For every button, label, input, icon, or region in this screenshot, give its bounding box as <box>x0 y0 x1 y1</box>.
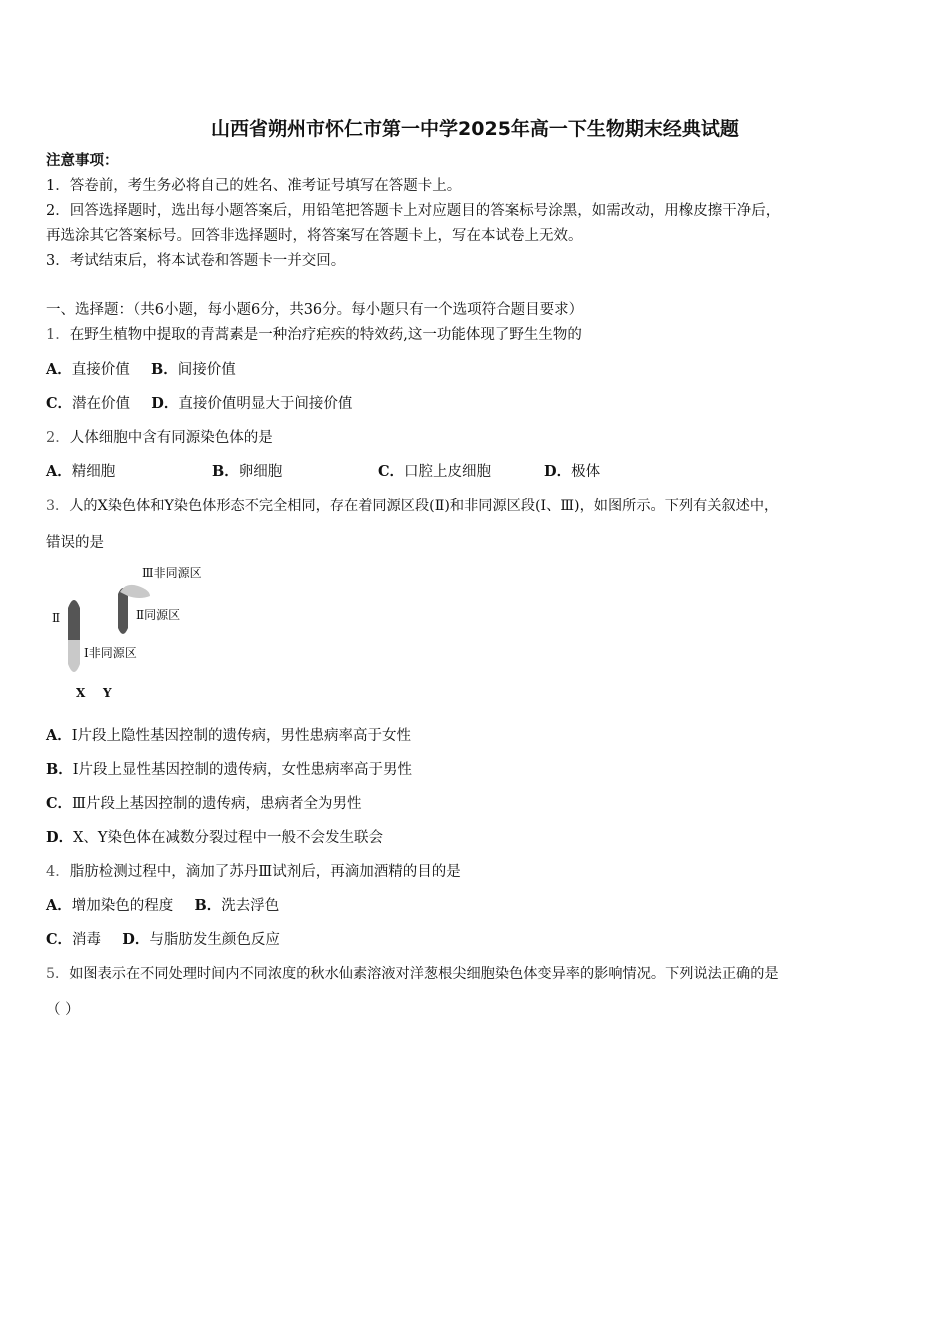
option-d-label: D． <box>151 395 179 412</box>
option-b-label: B． <box>150 361 178 378</box>
question-stem: 如图表示在不同处理时间内不同浓度的秋水仙素溶液对洋葱根尖细胞染色体变异率的影响情况。下列说法正确的是 <box>69 966 779 982</box>
option-b: Ⅰ片段上显性基因控制的遗传病，女性患病率高于男性 <box>72 762 412 778</box>
label-ii-homologous: Ⅱ同源区 <box>136 608 181 622</box>
option-a: 精细胞 <box>71 464 116 480</box>
question-4-options-row2 <box>46 930 280 950</box>
notice-item: 再选涂其它答案标号。回答非选择题时，将答案写在答题卡上，写在本试卷上无效。 <box>46 228 583 244</box>
option-d-label: D． <box>544 463 572 480</box>
option-c-label: C． <box>46 395 73 412</box>
option-c: Ⅲ片段上基因控制的遗传病，患病者全为男性 <box>72 796 362 812</box>
notice-item: 3．考试结束后，将本试卷和答题卡一并交回。 <box>46 253 346 269</box>
chromosome-figure <box>46 556 246 706</box>
option-a-label: A． <box>46 897 72 914</box>
question-2-options <box>46 462 600 482</box>
notice-item: 1．答卷前，考生务必将自己的姓名、准考证号填写在答题卡上。 <box>46 178 462 194</box>
option-c-label: C． <box>46 931 73 948</box>
question-number: 4． <box>46 864 70 880</box>
question-1-options-row1 <box>46 360 236 380</box>
option-b: 间接价值 <box>177 362 236 378</box>
option-c: 口腔上皮细胞 <box>404 464 492 480</box>
question-4-options-row1 <box>46 896 279 916</box>
question-1 <box>46 325 582 345</box>
section-heading: 一、选择题：（共6小题，每小题6分，共36分。每小题只有一个选项符合题目要求） <box>46 302 584 318</box>
notice-heading: 注意事项： <box>46 152 119 169</box>
question-2 <box>46 428 273 448</box>
question-3-option-b <box>46 760 412 780</box>
label-y: Y <box>103 686 112 700</box>
option-a-label: A． <box>46 463 72 480</box>
option-c: 潜在价值 <box>72 396 131 412</box>
option-d: X、Y染色体在减数分裂过程中一般不会发生联会 <box>73 830 383 846</box>
page-title: 山西省朔州市怀仁市第一中学2025年高一下生物期末经典试题 <box>211 118 739 140</box>
question-number: 1． <box>46 327 70 343</box>
question-stem: 脂肪检测过程中，滴加了苏丹Ⅲ试剂后，再滴加酒精的目的是 <box>69 864 461 880</box>
option-a: 增加染色的程度 <box>71 898 174 914</box>
option-c: 消毒 <box>72 932 102 948</box>
label-iii-nonhomologous: Ⅲ非同源区 <box>142 566 202 580</box>
question-stem: 人的X染色体和Y染色体形态不完全相同，存在着同源区段(Ⅱ)和非同源区段(Ⅰ、Ⅲ)，如图所示。下列有关叙述中， <box>69 498 779 514</box>
option-b: 洗去浮色 <box>221 898 280 914</box>
label-ii-left: Ⅱ <box>52 611 61 625</box>
x-chromosome-homologous-segment <box>68 600 80 640</box>
option-d: 直接价值明显大于间接价值 <box>178 396 353 412</box>
option-c-label: C． <box>46 795 73 812</box>
option-d-label: D． <box>46 829 74 846</box>
question-3-option-a <box>46 726 411 746</box>
option-a-label: A． <box>46 727 72 744</box>
label-x: X <box>76 686 86 700</box>
label-i-nonhomologous: Ⅰ非同源区 <box>84 646 137 660</box>
question-3-option-d <box>46 828 383 848</box>
notice-item: 2．回答选择题时，选出每小题答案后，用铅笔把答题卡上对应题目的答案标号涂黑，如需改动，用橡皮擦干净后， <box>46 203 781 219</box>
x-chromosome-nonhomologous-segment <box>68 640 80 672</box>
option-a-label: A． <box>46 361 72 378</box>
question-1-options-row2 <box>46 394 352 414</box>
option-d: 与脂肪发生颜色反应 <box>149 932 280 948</box>
option-d-label: D． <box>122 931 150 948</box>
option-d: 极体 <box>571 464 601 480</box>
option-b: 卵细胞 <box>238 464 283 480</box>
question-number: 5． <box>46 966 70 982</box>
question-3 <box>46 496 778 516</box>
question-3-option-c <box>46 794 362 814</box>
question-stem: 人体细胞中含有同源染色体的是 <box>69 430 273 446</box>
option-b-label: B． <box>212 463 239 480</box>
option-b-label: B． <box>46 761 73 778</box>
option-c-label: C． <box>378 463 405 480</box>
option-a: 直接价值 <box>71 362 130 378</box>
question-number: 3． <box>46 498 70 514</box>
option-b-label: B． <box>194 897 222 914</box>
question-number: 2． <box>46 430 70 446</box>
question-4 <box>46 862 461 882</box>
answer-parentheses: （ ） <box>46 1002 80 1018</box>
question-5 <box>46 964 779 984</box>
option-a: Ⅰ片段上隐性基因控制的遗传病，男性患病率高于女性 <box>71 728 411 744</box>
question-stem: 在野生植物中提取的青蒿素是一种治疗疟疾的特效药,这一功能体现了野生生物的 <box>69 327 582 343</box>
question-3-stem-cont: 错误的是 <box>46 535 104 551</box>
